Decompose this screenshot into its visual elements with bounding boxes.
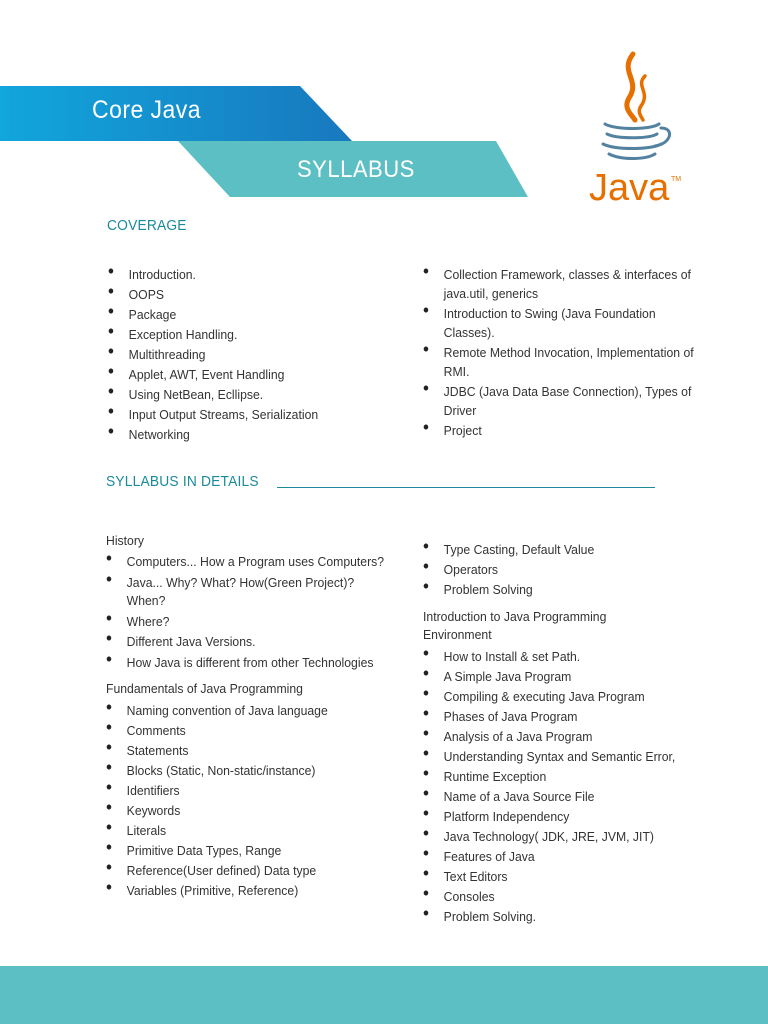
list-item: • Comments	[106, 721, 388, 741]
list-item: • How to Install & set Path.	[423, 647, 705, 667]
heading-divider	[277, 487, 655, 488]
list-item: • Different Java Versions.	[106, 633, 388, 652]
list-item: • Input Output Streams, Serialization	[108, 405, 381, 425]
list-item: • Type Casting, Default Value	[423, 540, 705, 560]
list-item: • Statements	[106, 741, 388, 761]
coverage-right-list	[423, 266, 713, 443]
java-steam-icon	[627, 54, 645, 120]
list-item: • Understanding Syntax and Semantic Error,	[423, 747, 705, 767]
java-wordmark: Java	[589, 167, 670, 209]
list-item: • Naming convention of Java language	[106, 701, 388, 721]
list-item: • Platform Independency	[423, 807, 705, 827]
list-item: • Operators	[423, 560, 705, 580]
fundamentals-heading: Fundamentals of Java Programming	[106, 681, 303, 696]
list-item: • Remote Method Invocation, Implementation of RMI.	[423, 344, 696, 381]
list-item: • Exception Handling.	[108, 325, 381, 345]
list-item: • Keywords	[106, 801, 388, 821]
list-item: • Project	[423, 422, 696, 441]
list-item: • Variables (Primitive, Reference)	[106, 881, 388, 901]
list-item: • Computers... How a Program uses Computers?	[106, 553, 388, 572]
intro-heading: Introduction to Java Programming Environment	[423, 609, 607, 642]
list-item: • Primitive Data Types, Range	[106, 841, 388, 861]
page-title: Core Java	[92, 96, 201, 124]
list-item: • Where?	[106, 613, 388, 632]
list-item: • Name of a Java Source File	[423, 787, 705, 807]
list-item: • Identifiers	[106, 781, 388, 801]
trademark-symbol: TM	[671, 176, 682, 183]
details-right-column	[423, 540, 723, 927]
list-item: • Text Editors	[423, 867, 705, 887]
list-item: • Java Technology( JDK, JRE, JVM, JIT)	[423, 827, 705, 847]
history-heading: History	[106, 533, 145, 548]
page-subtitle: SYLLABUS	[297, 156, 415, 183]
java-cup-icon	[603, 124, 670, 159]
list-item: • Introduction to Swing (Java Foundation Classes).	[423, 305, 696, 342]
list-item: • A Simple Java Program	[423, 667, 705, 687]
list-item: • Applet, AWT, Event Handling	[108, 365, 381, 385]
coverage-left-list	[108, 265, 398, 445]
list-item: • Phases of Java Program	[423, 707, 705, 727]
list-item: • Runtime Exception	[423, 767, 705, 787]
list-item: • Reference(User defined) Data type	[106, 861, 388, 881]
footer-bar	[0, 966, 768, 1024]
details-left-column	[106, 532, 406, 901]
list-item: • Introduction.	[108, 265, 381, 285]
coverage-heading: COVERAGE	[107, 217, 187, 234]
list-item: • JDBC (Java Data Base Connection), Types of Driver	[423, 383, 696, 420]
list-item: • How Java is different from other Technologies	[106, 654, 388, 673]
list-item: • OOPS	[108, 285, 381, 305]
list-item: • Java... Why? What? How(Green Project)? When?	[106, 574, 388, 611]
list-item: • Problem Solving.	[423, 907, 705, 927]
list-item: • Using NetBean, Ecllipse.	[108, 385, 381, 405]
java-logo	[585, 50, 680, 210]
list-item: • Compiling & executing Java Program	[423, 687, 705, 707]
list-item: • Consoles	[423, 887, 705, 907]
list-item: • Package	[108, 305, 381, 325]
list-item: • Collection Framework, classes & interfaces of java.util, generics	[423, 266, 696, 303]
list-item: • Features of Java	[423, 847, 705, 867]
list-item: • Problem Solving	[423, 580, 705, 600]
syllabus-details-heading: SYLLABUS IN DETAILS	[106, 473, 259, 490]
list-item: • Networking	[108, 425, 381, 445]
list-item: • Analysis of a Java Program	[423, 727, 705, 747]
list-item: • Multithreading	[108, 345, 381, 365]
list-item: • Literals	[106, 821, 388, 841]
list-item: • Blocks (Static, Non-static/instance)	[106, 761, 388, 781]
